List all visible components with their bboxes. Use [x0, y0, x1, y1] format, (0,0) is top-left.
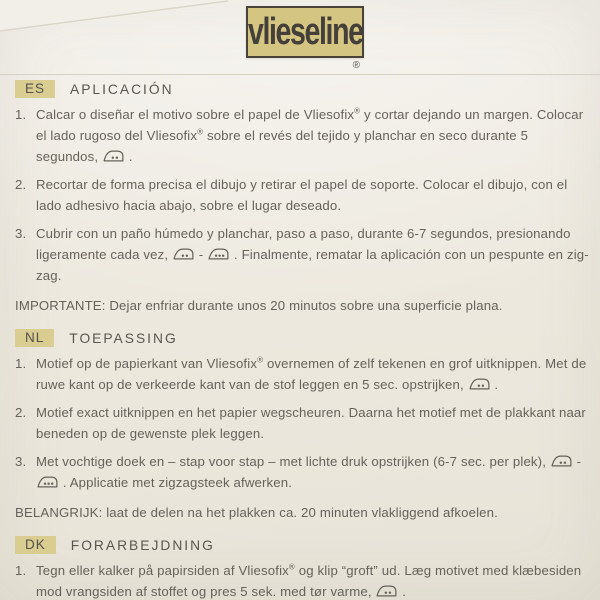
sections [0, 75, 600, 600]
registered-superscript: ® [257, 355, 264, 365]
iron-three-dots-high-heat-icon [37, 475, 58, 489]
iron-two-dots-medium-heat-icon [469, 377, 490, 391]
section-title: FORARBEJDNING [70, 537, 215, 553]
item-number: 1. [15, 563, 27, 578]
item-number: 1. [15, 107, 27, 122]
vlieseline-logo [246, 6, 364, 71]
section-header-es [15, 80, 590, 98]
logo-text: vlieseline [247, 10, 363, 53]
section-header-nl [15, 329, 590, 347]
instruction-item-dk-1 [15, 560, 590, 600]
item-number: 2. [15, 177, 27, 192]
language-code-badge: DK [15, 536, 56, 554]
registered-superscript: ® [197, 127, 204, 137]
section-dk [15, 536, 590, 600]
item-text: Motief op de papierkant van Vliesofix® overnemen of zelf tekenen en grof uitknippen. Met de ruwe kant op de verkeerde kant van de stof leggen en 5 sec. opstrijken, . [36, 355, 587, 392]
item-number: 3. [15, 454, 27, 469]
item-number: 2. [15, 405, 27, 420]
section-note-es: IMPORTANTE: Dejar enfriar durante unos 20 minutos sobre una superficie plana. [15, 298, 503, 313]
iron-two-dots-medium-heat-icon [103, 149, 124, 163]
logo-box [246, 6, 364, 58]
instruction-item-es-3 [15, 223, 590, 286]
section-header-dk [15, 536, 590, 554]
paper-edge [0, 0, 250, 40]
instruction-item-nl-2 [15, 402, 590, 444]
language-code-badge: NL [15, 329, 54, 347]
section-es [15, 80, 590, 316]
item-text: Met vochtige doek en – stap voor stap – met lichte druk opstrijken (6-7 sec. per plek), - . Applicatie met zigzagsteek afwerken. [36, 454, 582, 490]
item-text: Recortar de forma precisa el dibujo y retirar el papel de soporte. Colocar el dibujo, con el lado adhesivo hacia abajo, sobre el lugar deseado. [36, 177, 568, 213]
registered-superscript: ® [288, 562, 295, 572]
section-note-nl: BELANGRIJK: laat de delen na het plakken ca. 20 minuten vlakliggend afkoelen. [15, 505, 498, 520]
item-text: Tegn eller kalker på papirsiden af Vliesofix® og klip “groft” ud. Læg motivet med klæbesiden mod vrangsiden af stoffet og pres 5 sek. med tør varme, . [36, 562, 582, 599]
instruction-item-nl-3 [15, 451, 590, 493]
instruction-item-es-2 [15, 174, 590, 216]
language-code-badge: ES [15, 80, 55, 98]
instruction-item-nl-1 [15, 353, 590, 395]
item-text: Calcar o diseñar el motivo sobre el papel de Vliesofix® y cortar dejando un margen. Colocar el lado rugoso del Vliesofix® sobre el revés del tejido y planchar en seco durante 5 segundos, . [36, 106, 584, 164]
section-title: TOEPASSING [69, 330, 178, 346]
iron-two-dots-medium-heat-icon [173, 247, 194, 261]
item-text: Motief exact uitknippen en het papier wegscheuren. Daarna het motief met de plakkant naar beneden op de gewenste plek leggen. [36, 405, 586, 441]
item-number: 3. [15, 226, 27, 241]
section-nl [15, 329, 590, 523]
registered-superscript: ® [354, 106, 361, 116]
item-text: Cubrir con un paño húmedo y planchar, paso a paso, durante 6-7 segundos, presionando ligeramente cada vez, - . Finalmente, rematar la aplicación con un pespunte en zig-zag. [36, 226, 589, 283]
instruction-item-es-1 [15, 104, 590, 167]
iron-two-dots-medium-heat-icon [376, 584, 397, 598]
iron-three-dots-high-heat-icon [208, 247, 229, 261]
registered-trademark-mark: ® [352, 60, 360, 71]
item-number: 1. [15, 356, 27, 371]
iron-two-dots-medium-heat-icon [551, 454, 572, 468]
section-title: APLICACIÓN [70, 81, 174, 97]
